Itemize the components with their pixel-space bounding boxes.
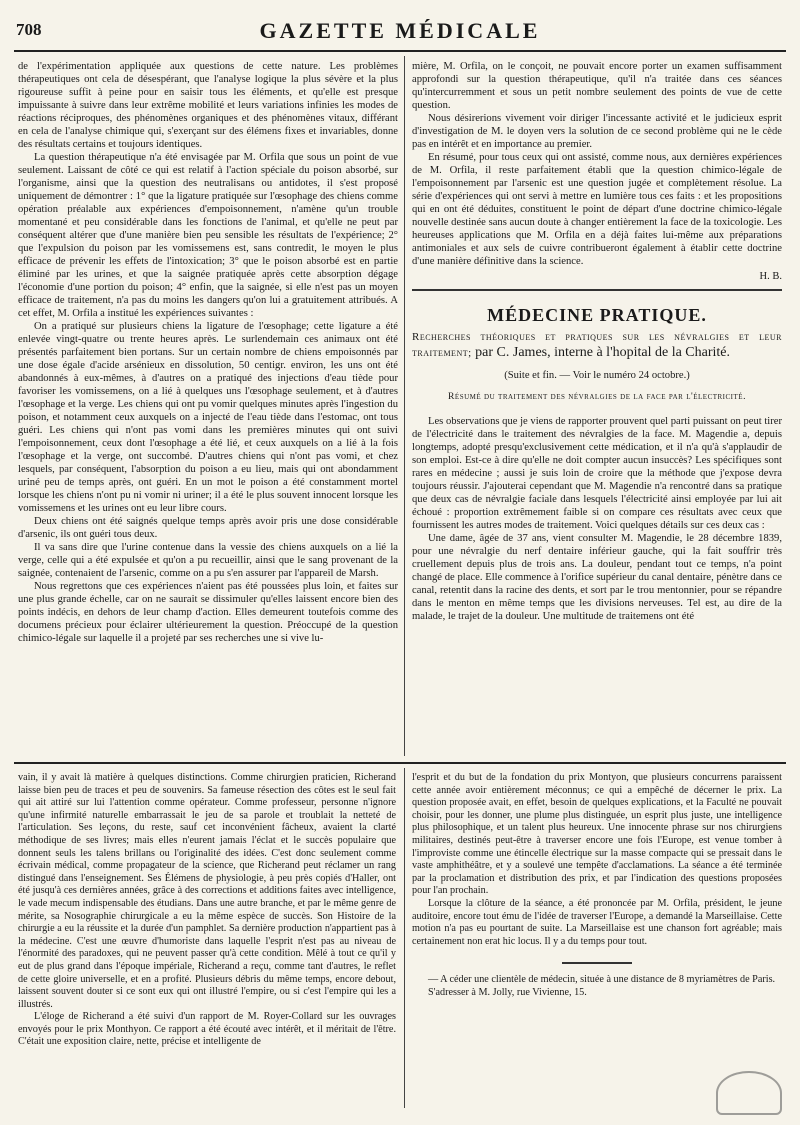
article-title-caps: Recherches théoriques et pratiques sur les névralgies et leur traitement; — [412, 331, 782, 359]
feuilleton-right-column — [412, 772, 782, 1117]
paragraph: Une dame, âgée de 37 ans, vient consulter M. Magendie, le 28 décembre 1839, pour une névralgie du nerf dentaire inférieur gauche, qui la fait souffrir très cruellement depuis plus de trois ans. La douleur, pendant tout ce temps, n'a point changé de place. Elle commence à l'orifice supérieur du canal dentaire, pénètre dans ce canal, retentit dans la racine des dents, et sort par le trou mentonnier, pour se répandre dans le menton en même temps que les divisions nerveuses. Tel est, au dire de la malade, le trajet de la douleur. Une multitude de traitemens ont été — [412, 533, 782, 622]
paragraph: de l'expérimentation appliquée aux questions de cette nature. Les problèmes thérapeutiques ont cela de désespérant, que l'analyse logique la plus sévère et la plus rigoureuse suffit à peine pour en saisir tous les éléments, et qu'elle est presque impuissante à suivre dans leur extrême mobilité et leurs variations infinies les modes de réactions réciproques, des phénomènes organiques et des phénomènes vitaux, différant en cela de l'analyse chimique qui, s'exerçant sur des élémens fixes et invariables, donne des résultats certains et toujours identiques. — [18, 61, 398, 150]
paragraph: Les observations que je viens de rapporter prouvent quel parti puissant on peut tirer de l'électricité dans le traitement des névralgies de la face. M. Magendie a, depuis longtemps, adopté presqu'exclusivement cette médication, et il n'a qu'à s'applaudir de son emploi. Est-ce à dire qu'elle ne doit compter aucun insuccès? Les spécifiques sont rares en médecine ; aussi je suis loin de croire que la méthode que j'expose devra toujours réussir. J'ajouterai cependant que M. Magendie n'a rencontré dans sa pratique que deux cas de névralgie faciale dans lesquels l'électricité ainsi employée par lui ait échoué : proportion extrêmement faible si on compare ces résultats avec ceux que fournissent les autres modes de traitement. Voici quelques détails sur ces deux cas : — [412, 416, 782, 531]
library-stamp-icon — [716, 1071, 782, 1115]
article-title-author: par C. James, interne à l'hopital de la Charité. — [471, 345, 731, 360]
paragraph: Nous regrettons que ces expériences n'aient pas été poussées plus loin, et faites sur une plus grande échelle, car on ne saurait se dissimuler qu'elles laissent encore bien des points indécis, en dehors de leur champ d'action. Elles demeurent toutefois comme des documens précieux pour éclairer ultérieurement la question. Préoccupé de la question chimico-légale sur laquelle il a projeté par ses recherches une si vive lu- — [18, 581, 398, 644]
paragraph: vain, il y avait là matière à quelques distinctions. Comme chirurgien praticien, Richerand laisse bien peu de traces et peu de souvenirs. Sa fameuse résection des côtes est le seul fait qui ait attiré sur lui l'attention comme opérateur. Comme professeur, personne n'ignore qu'une infirmité naturelle embarrassait le jeu de sa parole et troublait la netteté de l'articulation. Ses leçons, du reste, sauf cet inconvénient fâcheux, avaient la clarté méthodique de ses livres; mais elles n'eurent jamais l'éclat et le succès populaire que donnent seuls les talens brillans ou l'originalité des idées. C'est donc seulement comme écrivain médical, comme propagateur de la science, que Richerand peut réclamer un rang distingué dans l'enseignement. Ses Élémens de physiologie, à peu près copiés d'Haller, ont été jusqu'à ces dernières années, grâce à des corrections et additions faites avec intelligence, le vade mecum indispensable des étudians. Dans une autre branche, et par le même genre de mérite, sa Nosographie chirurgicale a eu la même espèce de succès. Son Histoire de la chirurgie a eu la réussite et la durée d'un pamphlet. Sa dernière production n'appartient pas à la médecine. C'est une œuvre d'humoriste dans laquelle l'esprit n'est pas au niveau de l'énormité des paradoxes, qui ne peuvent passer qu'à cette condition. Mêlé à tout ce qu'il y eut de plus grand dans l'époque impériale, Richerand a reçu, comme tant d'autres, le reflet de cette gloire universelle, et en a profité. Plusieurs débris du même temps, encore debout, laissent souvent douter si ce sont eux qui ont illustré l'empire, ou si c'est l'empire qui les a illustrés. — [18, 772, 396, 1010]
paragraph: Nous désirerions vivement voir diriger l'incessante activité et le judicieux esprit d'investigation de M. le doyen vers la solution de ce second problème qui ne le cède pas en intérêt et en importance au premier. — [412, 113, 782, 150]
paragraph: Lorsque la clôture de la séance, a été prononcée par M. Orfila, président, le jeune auditoire, encore tout ému de l'idée de traverser l'Europe, a demandé la Marseillaise. Cette motion n'a pas eu pourtant de suite. La Marseillaise est une chanson fort agréable; mais certainement non erat hic locus. Il y a du temps pour tout. — [412, 897, 782, 947]
column-divider — [404, 768, 405, 1108]
subsection-heading: Résumé du traitement des névralgies de la face par l'électricité. — [448, 391, 746, 402]
feuilleton-divider — [14, 762, 786, 764]
paragraph: mière, M. Orfila, on le conçoit, ne pouvait encore porter un examen suffisamment approfondi sur la question thérapeutique, qu'il n'a traitée dans ces séances qu'intercurremment et sous un petit nombre seulement des points de vue de cette question. — [412, 61, 782, 111]
article-title — [412, 330, 782, 361]
paragraph: La question thérapeutique n'a été envisagée par M. Orfila que sous un point de vue seulement. Laissant de côté ce qui est relatif à l'action spéciale du poison absorbé, sur l'organisme, ainsi que la question des neutralisans ou antidotes, il s'est proposé uniquement de démontrer : 1° que la ligature pratiquée sur l'œsophage des chiens comme opération préalable aux expériences d'empoisonnement, n'amène qu'un trouble momentané et peu considérable dans les fonctions de l'animal, et qu'elle ne peut par conséquent altérer que d'une manière bien peu sensible les résultats de l'expérience; 2° que l'expulsion du poison par les vomissemens est, sans contredit, le moyen le plus efficace de prévenir les effets de l'intoxication; 3° que le poison absorbé est en partie éliminé par les urines, et que la saignée pratiquée après cette absorption dégage l'économie d'une portion du poison; 4° enfin, que la saignée, si elle n'est pas un moyen efficace de traitement, n'a pas du moins les dangers qu'on lui a gratuitement attribués. A cet effet, M. Orfila a institué les expériences suivantes : — [18, 152, 398, 319]
paragraph: On a pratiqué sur plusieurs chiens la ligature de l'œsophage; cette ligature a été enlevée vingt-quatre ou trente heures après. Le surlendemain ces animaux ont été présentés parfaitement bien portans. Sur un certain nombre de chiens empoisonnés par une dose égale d'acide arsénieux en dissolution, 50 centigr. environ, les uns ont été abandonnés à eux-mêmes, à d'autres on a pratiqué des injections d'eau tiède pour favoriser les vomissemens, on a lié à quelques uns l'œsophage seulement, et à d'autres l'œsophage et la verge. Les chiens qui ont pu vomir quelques minutes après l'ingestion du poison, et notamment ceux auxquels on a injecté de l'eau tiède dans l'estomac, ont tous guéri. Les chiens qui n'ont pas vomi dans les premières minutes qui ont suivi l'empoisonnement, ceux dont l'œsophage a été lié, et ceux auxquels on a lié à la fois l'œsophage et la verge, ont succombé. D'autres chiens qui n'ont pas vomi, et chez lesquels, par conséquent, l'absorption du poison a eu lieu, mais qui ont abondamment uriné peu de temps après, ont guéri. En un mot le poison a été constamment mortel lorsque les chiens n'ont pu ni vomir ni uriner; il a été le plus souvent innocent lorsque les vomissemens et les urines ont eu leur libre cours. — [18, 321, 398, 514]
advertisement-divider — [562, 962, 632, 964]
continuation-note: (Suite et fin. — Voir le numéro 24 octobre.) — [504, 370, 690, 381]
paragraph: L'éloge de Richerand a été suivi d'un rapport de M. Royer-Collard sur les ouvrages envoyés pour le prix Monthyon. Ce rapport a été écouté avec intérêt, et il méritait de l'être. C'était une exposition claire, nette, précise et intelligente de — [18, 1011, 396, 1048]
paragraph: Deux chiens ont été saignés quelque temps après avoir pris une dose considérable d'arsenic, ils ont guéri tous deux. — [18, 516, 398, 540]
right-column — [412, 60, 782, 755]
advertisement-text: — A céder une clientèle de médecin, située à une distance de 8 myriamètres de Paris. — [428, 974, 776, 986]
paragraph: l'esprit et du but de la fondation du prix Montyon, que plusieurs concurrens paraissent cette année avoir entièrement méconnus; ce qui a empêché de décerner le prix. La question proposée avait, en effet, besoin de quelques explications, et la Faculté ne pouvait choisir, pour les donner, une plume plus distinguée, un esprit plus juste, une intelligence plus philosophique, et un talent plus heureux. Une innocente phrase sur nos chirurgiens militaires, destinés peut-être à traverser encore une fois l'Europe, est venue tomber à l'improviste comme une étincelle électrique sur la masse compacte qui se pressait dans le vaste amphithéâtre, et y a soulevé une tempête d'acclamations. La séance a été terminée par la proclamation et distribution des prix, et par l'indication des questions proposées pour l'an prochain. — [412, 772, 782, 897]
section-divider — [412, 289, 782, 291]
paragraph: Il va sans dire que l'urine contenue dans la vessie des chiens auxquels on a lié la verge, celle qui a été expulsée et qu'on a pu recueillir, ainsi que le sang provenant de la saignée, contenaient de l'arsenic, comme on a pu s'en assurer par l'appareil de Marsh. — [18, 542, 398, 579]
section-title: MÉDECINE PRATIQUE. — [487, 305, 707, 325]
feuilleton-left-column — [18, 772, 396, 1117]
page-number: 708 — [16, 20, 42, 39]
column-divider — [404, 56, 405, 756]
journal-title: GAZETTE MÉDICALE — [259, 18, 541, 43]
page-header — [14, 14, 786, 52]
paragraph: En résumé, pour tous ceux qui ont assisté, comme nous, aux dernières expériences de M. Orfila, il reste parfaitement établi que la question chimico-légale de l'empoisonnement par l'arsenic est une question jugée et complètement résolue. La série d'expériences qui ont servi à mettre en lumière tous ces faits : et les propositions qui en ont été déduites, constituent le point de départ d'une doctrine chimico-légale nouvelle destinée sans aucun doute à changer entièrement la face de la toxicologie. Les heureuses applications que M. Orfila en a déjà faites lui-même aux préparations antimoniales et aux sels de cuivre contribueront également à établir cette doctrine d'une manière définitive dans la science. — [412, 152, 782, 267]
advertisement-address: S'adresser à M. Jolly, rue Vivienne, 15. — [428, 986, 587, 998]
author-signature: H. B. — [759, 271, 782, 282]
left-column — [18, 60, 398, 755]
